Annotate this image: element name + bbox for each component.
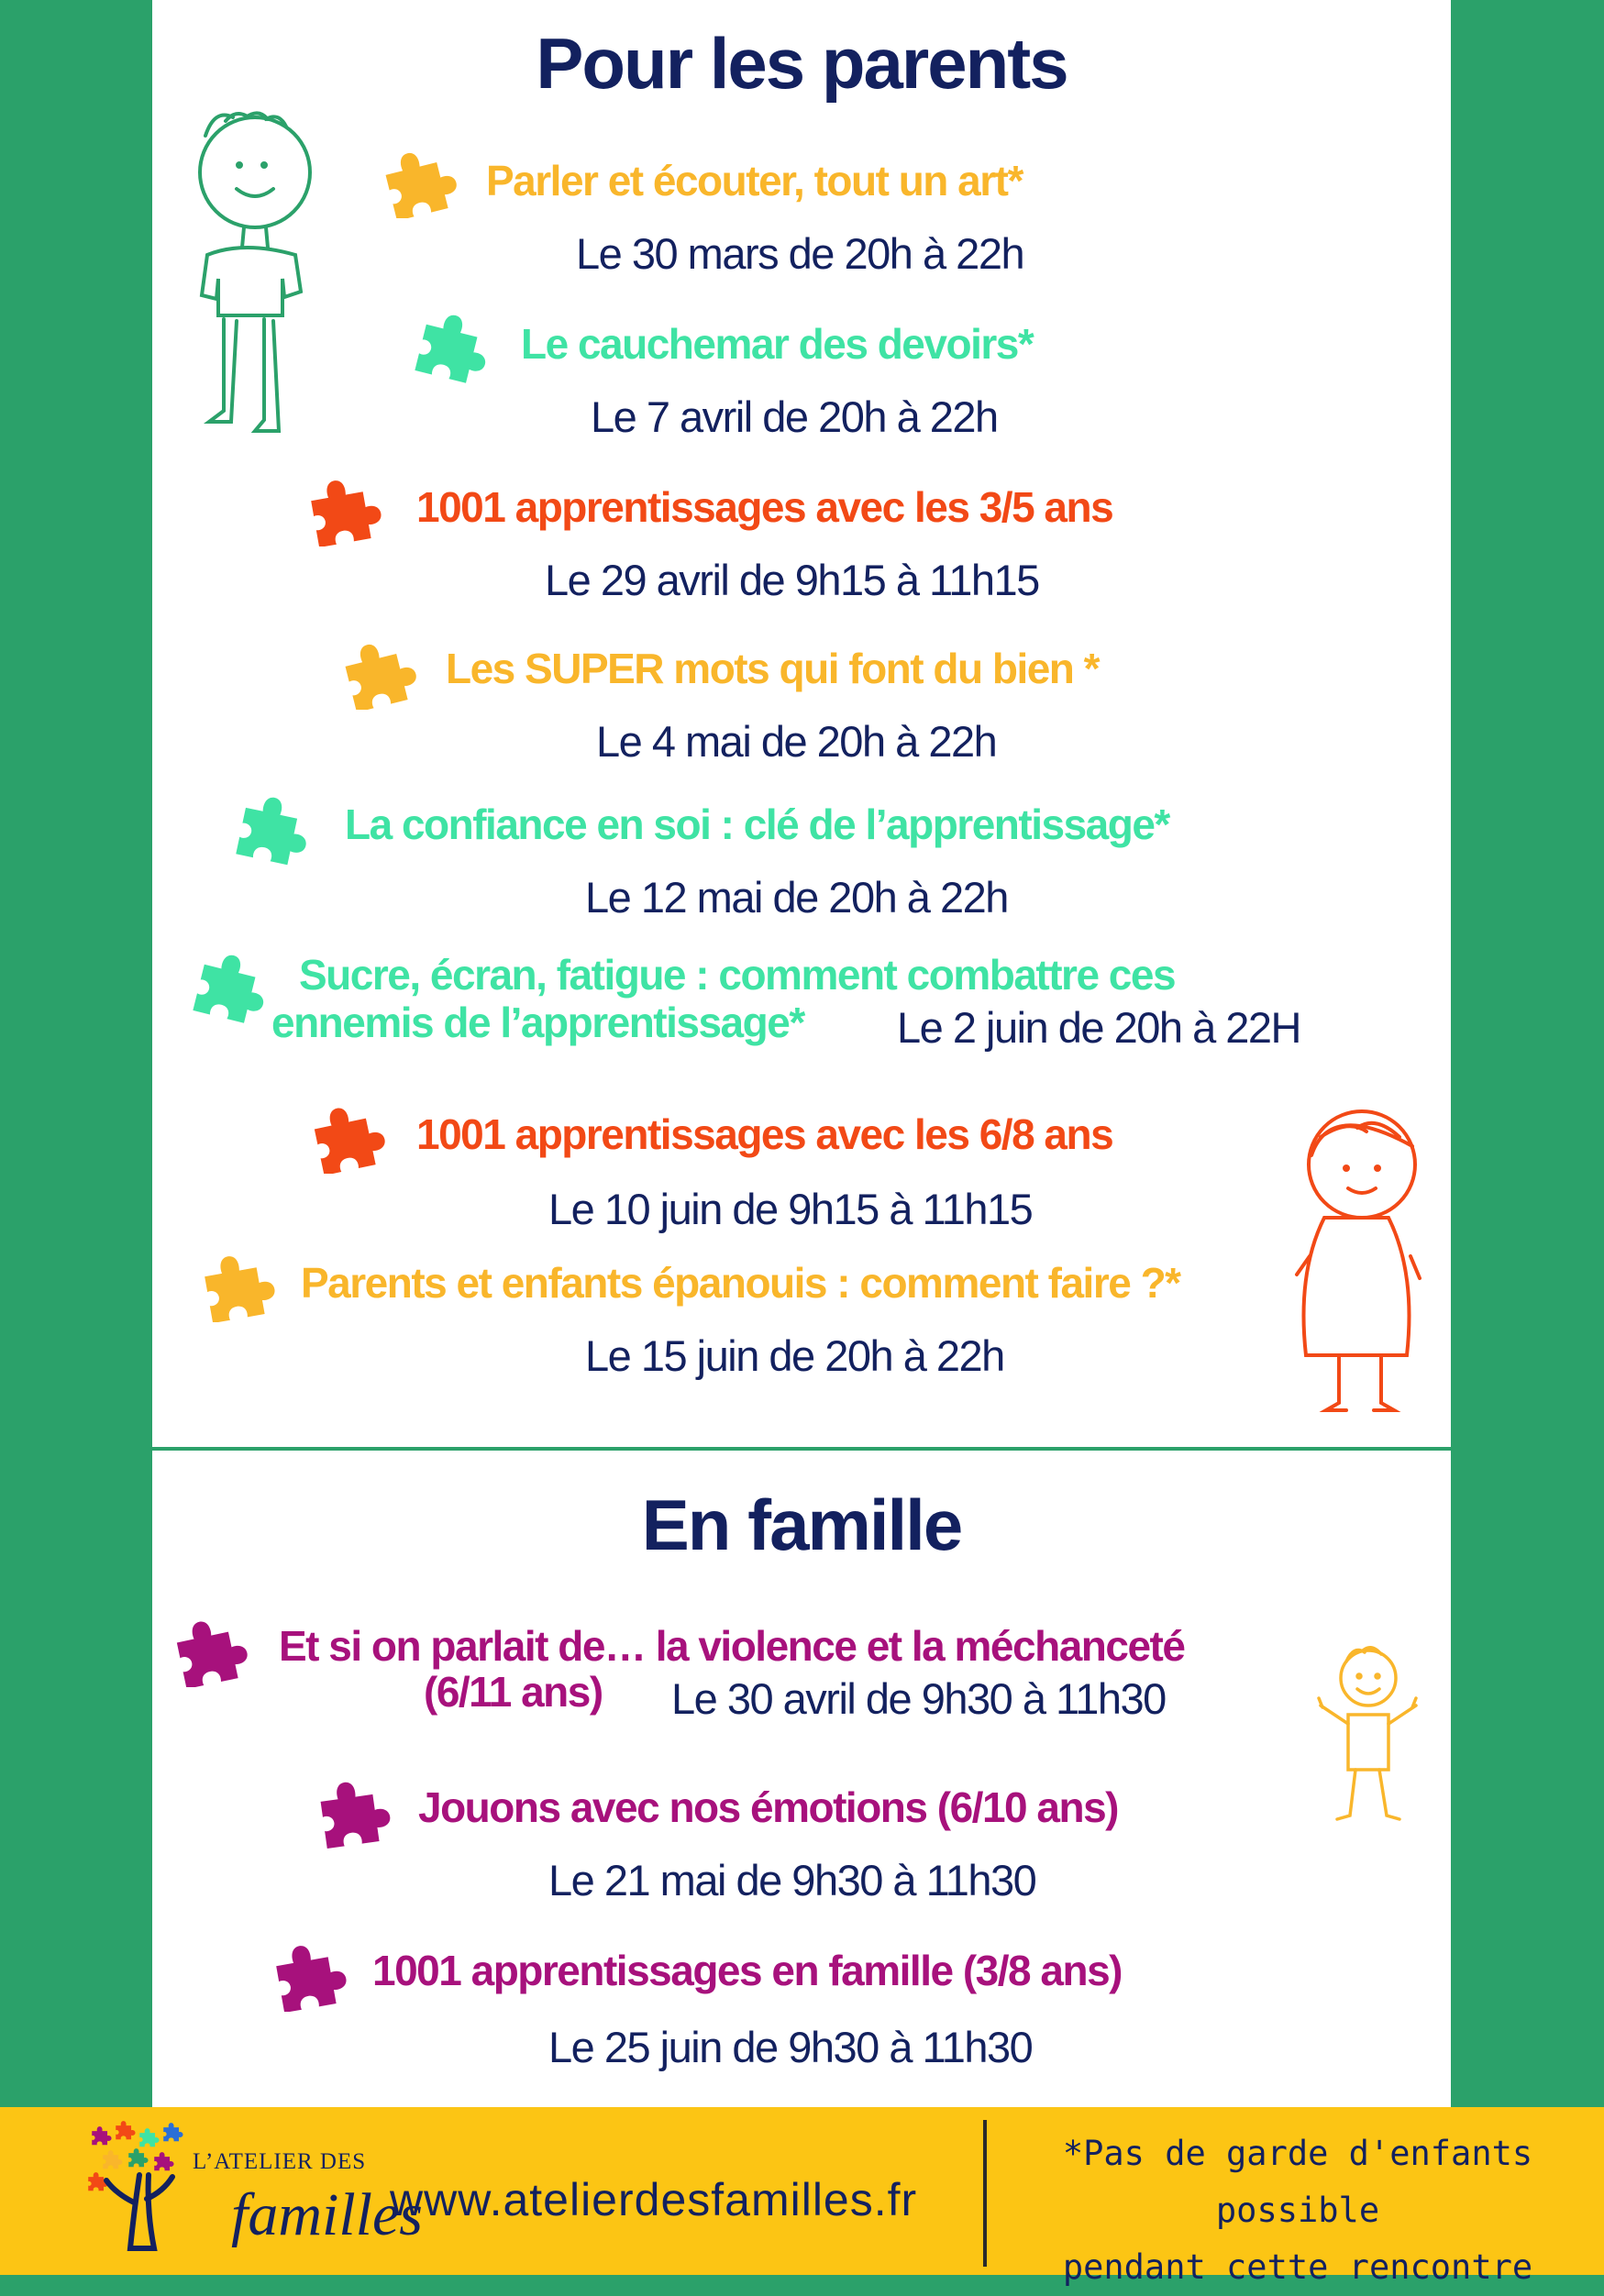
event-title: Le cauchemar des devoirs* [521, 320, 1034, 368]
event-date: Le 30 mars de 20h à 22h [576, 229, 1024, 278]
event-title-line1: Sucre, écran, fatigue : comment combattre ces [299, 951, 1176, 999]
section-heading-parents: Pour les parents [536, 23, 1067, 104]
footnote-line2: pendant cette rencontre [1062, 2247, 1533, 2287]
event-date: Le 25 juin de 9h30 à 11h30 [548, 2023, 1033, 2071]
puzzle-piece-icon [310, 1102, 389, 1174]
logo-tree-icon [83, 2120, 202, 2267]
event-title-line2: (6/11 ans) [424, 1668, 603, 1716]
footnote-line1: *Pas de garde d'enfants possible [1062, 2134, 1533, 2230]
event-title: Parents et enfants épanouis : comment faire ?* [301, 1259, 1180, 1307]
event-title: 1001 apprentissages avec les 6/8 ans [416, 1110, 1113, 1158]
logo-text-top: L’ATELIER DES [193, 2149, 367, 2174]
footnote [1009, 2125, 1587, 2296]
section-divider [152, 1447, 1451, 1451]
event-title-line1: Et si on parlait de… la violence et la méchanceté [279, 1622, 1185, 1670]
puzzle-piece-icon [200, 1251, 279, 1322]
section-heading-family: En famille [641, 1485, 962, 1565]
event-title: Les SUPER mots qui font du bien * [446, 645, 1100, 692]
event-date: Le 29 avril de 9h15 à 11h15 [545, 556, 1039, 604]
boy-doodle-icon [189, 108, 326, 443]
puzzle-piece-icon [341, 638, 420, 710]
footer-separator [983, 2120, 987, 2267]
event-title: 1001 apprentissages avec les 3/5 ans [416, 483, 1113, 531]
girl-doodle-icon [1293, 1100, 1421, 1421]
event-date: Le 12 mai de 20h à 22h [585, 873, 1008, 922]
puzzle-piece-icon [271, 1940, 350, 2012]
event-date: Le 7 avril de 20h à 22h [591, 392, 998, 441]
puzzle-piece-icon [235, 794, 314, 866]
event-title: Parler et écouter, tout un art* [486, 157, 1023, 204]
puzzle-piece-icon [306, 475, 385, 546]
event-date: Le 30 avril de 9h30 à 11h30 [671, 1674, 1166, 1723]
event-date: Le 15 juin de 20h à 22h [585, 1331, 1004, 1380]
event-title: 1001 apprentissages en famille (3/8 ans) [372, 1947, 1122, 1994]
event-title: Jouons avec nos émotions (6/10 ans) [418, 1783, 1118, 1831]
puzzle-piece-icon [172, 1616, 251, 1687]
event-title-line2: ennemis de l’apprentissage* [271, 999, 804, 1046]
puzzle-piece-icon [193, 952, 271, 1023]
child-doodle-icon [1311, 1641, 1421, 1825]
puzzle-piece-icon [315, 1777, 394, 1849]
puzzle-piece-icon [382, 147, 460, 218]
event-date: Le 2 juin de 20h à 22H [897, 1003, 1300, 1052]
puzzle-piece-icon [415, 312, 493, 383]
event-date: Le 10 juin de 9h15 à 11h15 [548, 1185, 1033, 1233]
event-date: Le 21 mai de 9h30 à 11h30 [548, 1856, 1036, 1904]
website-link[interactable]: www.atelierdesfamilles.fr [390, 2174, 918, 2225]
logo-text-bottom: familles [231, 2181, 423, 2248]
event-date: Le 4 mai de 20h à 22h [596, 717, 997, 766]
event-title: La confiance en soi : clé de l’apprentissage* [345, 800, 1169, 848]
